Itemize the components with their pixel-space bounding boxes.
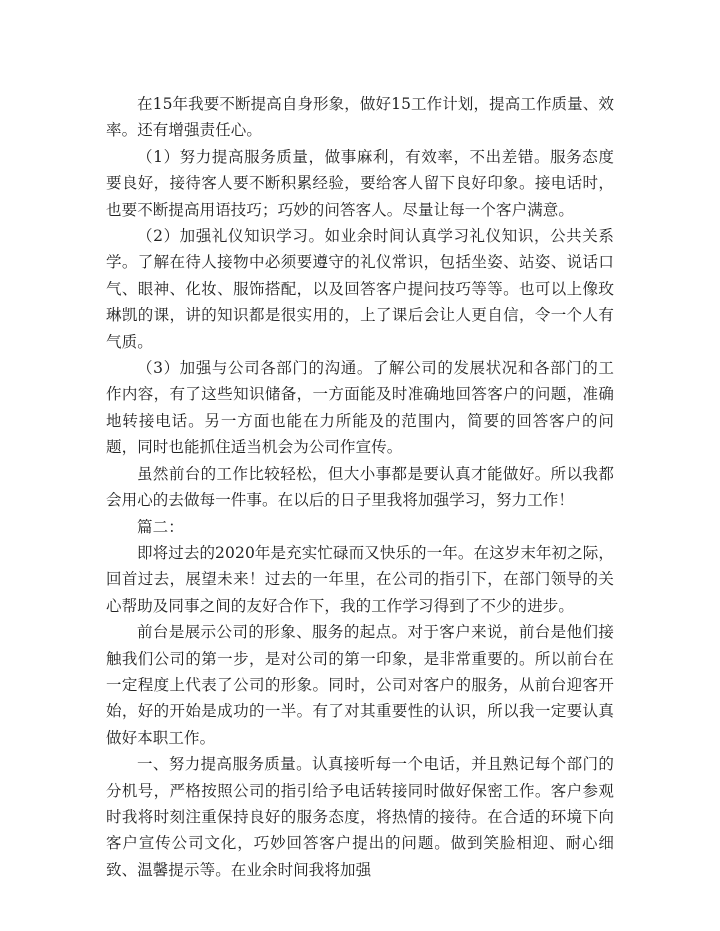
paragraph-item-2: （2）加强礼仪知识学习。如业余时间认真学习礼仪知识，公共关系学。了解在待人接物中必须要遵守的礼仪常识，包括坐姿、站姿、说话口气、眼神、化妆、服饰搭配，以及回答客户提问技巧等等。也可以上像玫琳凯的课，讲的知识都是很实用的，上了课后会让人更自信，令一个人有气质。 xyxy=(106,227,614,351)
paragraph-item-3: （3）加强与公司各部门的沟通。了解公司的发展状况和各部门的工作内容，有了这些知识储备，一方面能及时准确地回答客户的问题，准确地转接电话。另一方面也能在力所能及的范围内，简要的回答客户的问题，同时也能抓住适当机会为公司作宣传。 xyxy=(106,359,614,457)
paragraph-item-1: （1）努力提高服务质量，做事麻利，有效率，不出差错。服务态度要良好，接待客人要不断积累经验，要给客人留下良好印象。接电话时，也要不断提高用语技巧；巧妙的问答客人。尽量让每一个客户满意。 xyxy=(106,147,614,219)
document-body xyxy=(106,91,614,883)
section-heading-part-two: 篇二： xyxy=(137,517,184,536)
paragraph-intro: 在15年我要不断提高自身形象，做好15工作计划，提高工作质量、效率。还有增强责任心。 xyxy=(106,95,614,140)
paragraph-front-desk: 前台是展示公司的形象、服务的起点。对于客户来说，前台是他们接触我们公司的第一步，是对公司的第一印象，是非常重要的。所以前台在一定程度上代表了公司的形象。同时，公司对客户的服务，从前台迎客开始，好的开始是成功的一半。有了对其重要性的认识，所以我一定要认真做好本职工作。 xyxy=(106,623,614,747)
paragraph-conclusion: 虽然前台的工作比较轻松，但大小事都是要认真才能做好。所以我都会用心的去做每一件事。在以后的日子里我将加强学习，努力工作！ xyxy=(106,464,614,510)
paragraph-review: 即将过去的2020年是充实忙碌而又快乐的一年。在这岁末年初之际，回首过去，展望未来！过去的一年里，在公司的指引下，在部门领导的关心帮助及同事之间的友好合作下，我的工作学习得到了不少的进步。 xyxy=(106,543,614,615)
paragraph-service-quality: 一、努力提高服务质量。认真接听每一个电话，并且熟记每个部门的分机号，严格按照公司的指引给予电话转接同时做好保密工作。客户参观时我将时刻注重保持良好的服务态度，将热情的接待。在合适的环境下向客户宣传公司文化，巧妙回答客户提出的问题。做到笑脸相迎、耐心细致、温馨提示等。在业余时间我将加强 xyxy=(106,755,614,879)
